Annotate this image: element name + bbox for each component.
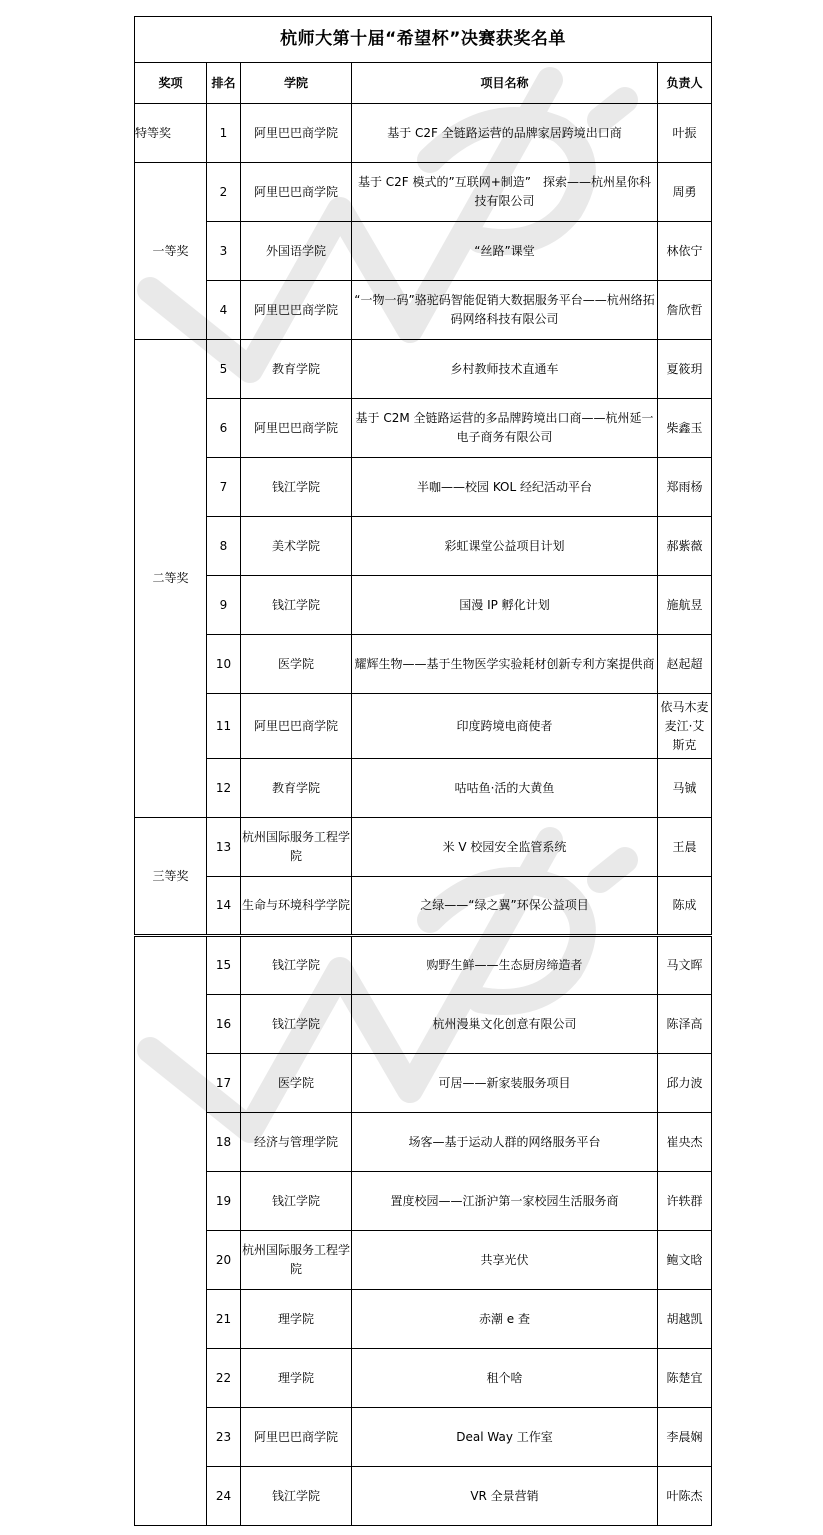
table-row [135, 222, 712, 281]
table-row [135, 1467, 712, 1526]
rank-cell: 9 [207, 576, 241, 635]
award-level: 二等奖 [135, 340, 207, 818]
award-table [134, 16, 712, 1526]
project-cell: 基于 C2F 全链路运营的品牌家居跨境出口商 [352, 104, 658, 163]
project-cell: 租个啥 [352, 1349, 658, 1408]
rank-cell: 2 [207, 163, 241, 222]
table-row [135, 1408, 712, 1467]
college-cell: 经济与管理学院 [241, 1113, 352, 1172]
award-level [135, 936, 207, 1526]
college-cell: 钱江学院 [241, 936, 352, 995]
header-row [135, 63, 712, 104]
project-cell: 基于 C2F 模式的”互联网+制造” 探索——杭州星你科技有限公司 [352, 163, 658, 222]
leader-cell: 许轶群 [658, 1172, 712, 1231]
college-cell: 阿里巴巴商学院 [241, 399, 352, 458]
rank-cell: 1 [207, 104, 241, 163]
leader-cell: 马文晖 [658, 936, 712, 995]
leader-cell: 王晨 [658, 818, 712, 877]
college-cell: 生命与环境科学学院 [241, 877, 352, 936]
table-row [135, 1349, 712, 1408]
college-cell: 理学院 [241, 1349, 352, 1408]
leader-cell: 林依宁 [658, 222, 712, 281]
project-cell: 半咖——校园 KOL 经纪活动平台 [352, 458, 658, 517]
college-cell: 钱江学院 [241, 1467, 352, 1526]
college-cell: 钱江学院 [241, 1172, 352, 1231]
leader-cell: 陈成 [658, 877, 712, 936]
award-sheet [134, 16, 711, 1526]
project-cell: 杭州漫巢文化创意有限公司 [352, 995, 658, 1054]
table-row [135, 517, 712, 576]
table-row [135, 995, 712, 1054]
table-row [135, 576, 712, 635]
college-cell: 阿里巴巴商学院 [241, 281, 352, 340]
college-cell: 钱江学院 [241, 995, 352, 1054]
leader-cell: 崔央杰 [658, 1113, 712, 1172]
rank-cell: 7 [207, 458, 241, 517]
project-cell: 彩虹课堂公益项目计划 [352, 517, 658, 576]
leader-cell: 夏筱玥 [658, 340, 712, 399]
sheet-title: 杭师大第十届“希望杯”决赛获奖名单 [135, 17, 712, 63]
college-cell: 钱江学院 [241, 576, 352, 635]
project-cell: “丝路”课堂 [352, 222, 658, 281]
college-cell: 阿里巴巴商学院 [241, 694, 352, 759]
college-cell: 医学院 [241, 635, 352, 694]
rank-cell: 11 [207, 694, 241, 759]
leader-cell: 依马木麦麦江·艾斯克 [658, 694, 712, 759]
table-row [135, 104, 712, 163]
table-row [135, 458, 712, 517]
college-cell: 杭州国际服务工程学院 [241, 818, 352, 877]
project-cell: 之绿——“绿之翼”环保公益项目 [352, 877, 658, 936]
project-cell: 耀辉生物——基于生物医学实验耗材创新专利方案提供商 [352, 635, 658, 694]
college-cell: 理学院 [241, 1290, 352, 1349]
project-cell: 置度校园——江浙沪第一家校园生活服务商 [352, 1172, 658, 1231]
table-row [135, 694, 712, 759]
table-row [135, 399, 712, 458]
project-cell: 购野生鲜——生态厨房缔造者 [352, 936, 658, 995]
project-cell: Deal Way 工作室 [352, 1408, 658, 1467]
college-cell: 阿里巴巴商学院 [241, 104, 352, 163]
leader-cell: 赵起超 [658, 635, 712, 694]
leader-cell: 詹欣哲 [658, 281, 712, 340]
table-row [135, 163, 712, 222]
rank-cell: 14 [207, 877, 241, 936]
leader-cell: 叶振 [658, 104, 712, 163]
project-cell: 乡村教师技术直通车 [352, 340, 658, 399]
project-cell: 可居——新家装服务项目 [352, 1054, 658, 1113]
leader-cell: 郝紫薇 [658, 517, 712, 576]
leader-cell: 叶陈杰 [658, 1467, 712, 1526]
header-college: 学院 [241, 63, 352, 104]
rank-cell: 4 [207, 281, 241, 340]
rank-cell: 15 [207, 936, 241, 995]
header-rank: 排名 [207, 63, 241, 104]
leader-cell: 陈楚宜 [658, 1349, 712, 1408]
rank-cell: 13 [207, 818, 241, 877]
project-cell: 国漫 IP 孵化计划 [352, 576, 658, 635]
college-cell: 美术学院 [241, 517, 352, 576]
award-level: 三等奖 [135, 818, 207, 936]
college-cell: 杭州国际服务工程学院 [241, 1231, 352, 1290]
project-cell: “一物一码”骆驼码智能促销大数据服务平台——杭州络拓码网络科技有限公司 [352, 281, 658, 340]
award-level: 特等奖 [135, 104, 207, 163]
rank-cell: 24 [207, 1467, 241, 1526]
leader-cell: 胡越凯 [658, 1290, 712, 1349]
project-cell: 米 V 校园安全监管系统 [352, 818, 658, 877]
rank-cell: 12 [207, 759, 241, 818]
table-row [135, 1290, 712, 1349]
table-row [135, 635, 712, 694]
project-cell: 共享光伏 [352, 1231, 658, 1290]
header-leader: 负责人 [658, 63, 712, 104]
project-cell: 赤潮 e 查 [352, 1290, 658, 1349]
leader-cell: 周勇 [658, 163, 712, 222]
college-cell: 钱江学院 [241, 458, 352, 517]
project-cell: VR 全景营销 [352, 1467, 658, 1526]
college-cell: 教育学院 [241, 759, 352, 818]
table-row [135, 1054, 712, 1113]
leader-cell: 郑雨杨 [658, 458, 712, 517]
leader-cell: 陈泽高 [658, 995, 712, 1054]
rank-cell: 20 [207, 1231, 241, 1290]
award-body [135, 104, 712, 1526]
leader-cell: 鲍文晗 [658, 1231, 712, 1290]
leader-cell: 柴鑫玉 [658, 399, 712, 458]
table-row [135, 1172, 712, 1231]
college-cell: 教育学院 [241, 340, 352, 399]
table-row [135, 818, 712, 877]
leader-cell: 马铖 [658, 759, 712, 818]
project-cell: 印度跨境电商使者 [352, 694, 658, 759]
rank-cell: 3 [207, 222, 241, 281]
table-row [135, 936, 712, 995]
rank-cell: 19 [207, 1172, 241, 1231]
table-row [135, 877, 712, 936]
leader-cell: 李晨娴 [658, 1408, 712, 1467]
header-award: 奖项 [135, 63, 207, 104]
rank-cell: 6 [207, 399, 241, 458]
table-row [135, 281, 712, 340]
award-level: 一等奖 [135, 163, 207, 340]
rank-cell: 5 [207, 340, 241, 399]
college-cell: 阿里巴巴商学院 [241, 163, 352, 222]
rank-cell: 23 [207, 1408, 241, 1467]
college-cell: 医学院 [241, 1054, 352, 1113]
leader-cell: 邱力波 [658, 1054, 712, 1113]
college-cell: 阿里巴巴商学院 [241, 1408, 352, 1467]
project-cell: 咕咕鱼·活的大黄鱼 [352, 759, 658, 818]
leader-cell: 施航昱 [658, 576, 712, 635]
rank-cell: 10 [207, 635, 241, 694]
table-row [135, 1231, 712, 1290]
college-cell: 外国语学院 [241, 222, 352, 281]
table-row [135, 1113, 712, 1172]
header-project: 项目名称 [352, 63, 658, 104]
rank-cell: 22 [207, 1349, 241, 1408]
rank-cell: 17 [207, 1054, 241, 1113]
table-row [135, 759, 712, 818]
rank-cell: 21 [207, 1290, 241, 1349]
table-row [135, 340, 712, 399]
rank-cell: 8 [207, 517, 241, 576]
project-cell: 场客—基于运动人群的网络服务平台 [352, 1113, 658, 1172]
project-cell: 基于 C2M 全链路运营的多品牌跨境出口商——杭州延一电子商务有限公司 [352, 399, 658, 458]
rank-cell: 18 [207, 1113, 241, 1172]
rank-cell: 16 [207, 995, 241, 1054]
